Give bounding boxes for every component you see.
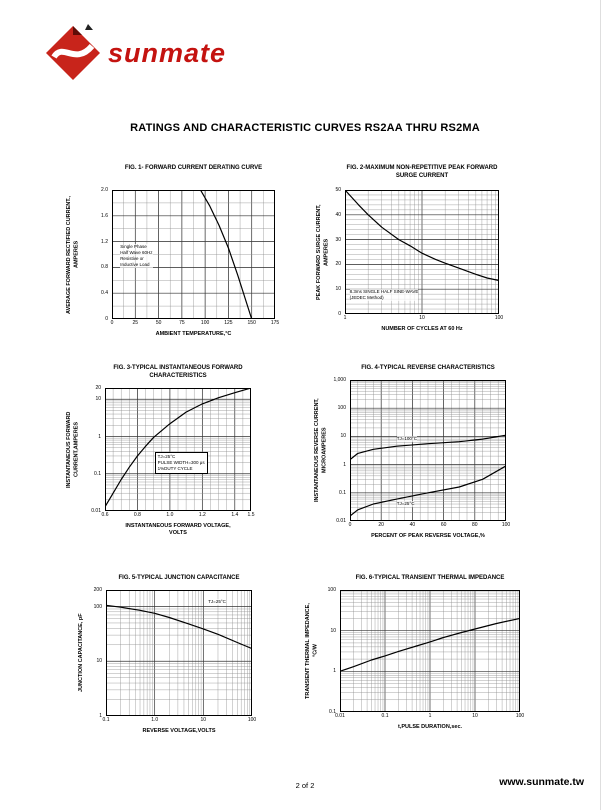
grid-lines — [350, 380, 506, 521]
y-axis-ticks — [326, 377, 348, 524]
y-tick-label: 50 — [335, 187, 341, 193]
figure-transient-thermal-impedance — [295, 572, 547, 772]
text-line: FIG. 1- FORWARD CURRENT DERATING CURVE — [124, 165, 263, 171]
y-tick-label: 100 — [327, 587, 336, 593]
x-tick-label: 0.6 — [101, 512, 109, 518]
text-line: CHARACTERISTICS — [149, 373, 207, 380]
x-tick-label: 80 — [472, 522, 478, 528]
y-tick-label: 10 — [96, 658, 102, 665]
y-tick-label: 0 — [338, 311, 341, 317]
figure-title — [334, 364, 522, 372]
y-tick-label: 30 — [335, 236, 341, 243]
chart-canvas — [350, 380, 506, 521]
x-axis-ticks — [110, 320, 280, 328]
x-tick-label: 10 — [200, 717, 207, 723]
text-line: FIG. 2-MAXIMUM NON-REPETITIVE PEAK FORWARD — [346, 165, 498, 171]
y-tick-label: 0.01 — [336, 518, 346, 524]
text-line: FIG. 3-TYPICAL INSTANTANEOUS FORWARD — [113, 365, 243, 371]
figure-title — [329, 164, 515, 180]
y-tick-label: 0 — [105, 316, 108, 322]
x-axis-ticks — [343, 315, 504, 323]
text-line: FIG. 4-TYPICAL REVERSE CHARACTERISTICS — [361, 365, 495, 371]
y-tick-label: 0.4 — [101, 290, 108, 297]
plot-area — [106, 590, 252, 716]
text-line: SURGE CURRENT — [395, 173, 449, 180]
plot-annotation: TJ=25°C PULSE WIDTH=300 μs 1%DUTY CYCLE — [155, 452, 208, 474]
plot-annotation: TJ=25°C — [208, 598, 226, 604]
x-tick-label: 100 — [247, 717, 257, 723]
x-axis-label — [334, 533, 522, 540]
text-line: AMPERES — [73, 240, 80, 269]
figure-forward-current-derating — [58, 162, 298, 362]
x-tick-label: 0.1 — [381, 713, 389, 719]
x-tick-label: 100 — [515, 713, 525, 719]
y-tick-label: 1 — [343, 461, 346, 468]
x-tick-label: 60 — [440, 522, 447, 528]
y-tick-label: 1.2 — [101, 238, 108, 245]
y-tick-label: 2.0 — [101, 187, 108, 193]
grid-lines — [105, 388, 251, 511]
x-tick-label: 175 — [270, 320, 280, 326]
y-tick-label: 1 — [98, 433, 101, 440]
x-axis-ticks — [335, 713, 525, 721]
text-line: INSTANTANEOUS FORWARD VOLTAGE, — [125, 523, 231, 529]
text-line: REVERSE VOLTAGE,VOLTS — [142, 728, 216, 734]
chart-canvas — [105, 388, 251, 511]
x-tick-label: 1.2 — [198, 512, 206, 518]
plot-annotation: TJ=100°C — [396, 436, 417, 442]
plot-annotation: Single Phase Half Wave 60Hz Resistive or Inductive Load — [120, 244, 153, 268]
y-tick-label: 0.1 — [94, 470, 101, 477]
sunmate-logo — [44, 24, 226, 82]
x-tick-label: 100 — [501, 522, 511, 528]
y-axis-ticks — [81, 385, 103, 514]
y-tick-label: 1.6 — [101, 212, 108, 219]
y-tick-label: 10 — [335, 286, 341, 293]
plot-area — [350, 380, 506, 521]
x-tick-label: 150 — [247, 320, 256, 326]
plot-area — [112, 190, 275, 319]
y-axis-ticks — [88, 187, 110, 322]
y-tick-label: 0.1 — [329, 709, 336, 715]
x-tick-label: 75 — [179, 320, 185, 326]
y-tick-label: 40 — [335, 211, 341, 218]
text-line: CURRENT,AMPERES — [73, 422, 80, 478]
x-axis-ticks — [101, 512, 255, 520]
y-axis-label — [66, 388, 82, 511]
plot-area — [105, 388, 251, 511]
figure-junction-capacitance — [60, 572, 300, 772]
x-axis-label — [324, 724, 536, 731]
y-tick-label: 20 — [95, 385, 101, 391]
text-line: PERCENT OF PEAK REVERSE VOLTAGE,% — [371, 533, 485, 539]
y-tick-label: 1 — [99, 713, 102, 719]
y-axis-label — [66, 190, 82, 319]
page-edge-line — [600, 0, 601, 810]
x-tick-label: 1 — [428, 713, 432, 719]
page-title: RATINGS AND CHARACTERISTIC CURVES RS2AA THRU RS2MA — [130, 122, 480, 134]
grid-lines — [340, 590, 520, 712]
x-tick-label: 0.01 — [335, 713, 345, 719]
y-tick-label: 100 — [337, 405, 346, 412]
text-line: INSTANTANEOUS REVERSE CURRENT, — [314, 398, 320, 503]
figure-forward-characteristics — [58, 362, 298, 562]
x-axis-label — [96, 331, 291, 338]
y-tick-label: 10 — [95, 396, 101, 403]
y-axis-ticks — [82, 587, 104, 719]
x-tick-label: 1.4 — [231, 512, 239, 518]
y-tick-label: 20 — [335, 261, 341, 268]
text-line: AMPERES — [323, 238, 330, 266]
y-tick-label: 1,000 — [333, 377, 346, 383]
brand-name: sunmate — [108, 37, 227, 68]
y-tick-label: 0.01 — [91, 508, 101, 514]
figure-title — [324, 574, 536, 582]
text-line: AVERAGE FORWARD RECTIFIED CURRENT., — [66, 195, 72, 314]
plot-annotation: TJ=25°C — [396, 501, 415, 507]
text-line: JUNCTION CAPACITANCE, pF — [78, 613, 84, 693]
x-tick-label: 25 — [132, 320, 139, 326]
text-line: INSTANTANEOUS FORWARD — [66, 411, 72, 488]
figure-title — [90, 574, 268, 582]
x-axis-label — [89, 523, 267, 538]
figure-reverse-characteristics — [300, 362, 545, 562]
plot-area — [345, 190, 499, 314]
text-line: MICROAMPERES — [321, 427, 328, 474]
footer-page-number: 2 of 2 — [295, 781, 315, 790]
footer-website: www.sunmate.tw — [499, 776, 584, 788]
x-tick-label: 1.0 — [166, 512, 174, 518]
text-line: °C/W — [312, 644, 319, 658]
text-line: t,PULSE DURATION,sec. — [397, 724, 463, 730]
chart-canvas — [106, 590, 252, 716]
y-tick-label: 1 — [333, 668, 336, 675]
x-tick-label: 0.1 — [102, 717, 110, 723]
x-tick-label: 1.5 — [247, 512, 255, 518]
spark-accent — [85, 24, 93, 30]
diamond-accent — [73, 26, 82, 35]
text-line: TRANSIENT THERMAL IMPEDANCE, — [305, 603, 311, 699]
y-tick-label: 100 — [93, 603, 102, 610]
x-tick-label: 1.0 — [151, 717, 159, 723]
text-line: AMBIENT TEMPERATURE,°C — [155, 331, 232, 337]
x-tick-label: 10 — [419, 315, 425, 321]
x-tick-label: 50 — [155, 320, 162, 326]
figure-title — [89, 364, 267, 380]
text-line: VOLTS — [169, 530, 187, 537]
x-axis-ticks — [348, 522, 511, 530]
y-tick-label: 0.8 — [101, 264, 108, 271]
plot-annotation: 8.3ms SINGLE HALF SINE-WAVE (JEDEC Method) — [349, 289, 419, 301]
x-tick-label: 100 — [200, 320, 210, 326]
chart-canvas — [340, 590, 520, 712]
x-tick-label: 1 — [343, 315, 347, 321]
x-tick-label: 0.8 — [133, 512, 141, 518]
text-line: NUMBER OF CYCLES AT 60 Hz — [381, 326, 463, 332]
x-axis-ticks — [102, 717, 257, 725]
plot-area — [340, 590, 520, 712]
x-tick-label: 0 — [348, 522, 352, 528]
text-line: FIG. 5-TYPICAL JUNCTION CAPACITANCE — [118, 575, 240, 581]
text-line: PEAK FORWARD SURGE CURRENT, — [316, 204, 322, 300]
x-axis-label — [329, 326, 515, 333]
x-tick-label: 0 — [110, 320, 114, 326]
x-tick-label: 125 — [224, 320, 233, 326]
plot-border — [107, 591, 252, 716]
x-tick-label: 100 — [494, 315, 504, 321]
y-tick-label: 10 — [340, 433, 346, 440]
text-line: FIG. 6-TYPICAL TRANSIENT THERMAL IMPEDANCE — [355, 575, 505, 581]
y-tick-label: 200 — [93, 587, 102, 593]
y-axis-ticks — [316, 587, 338, 715]
x-tick-label: 40 — [409, 522, 416, 528]
figure-peak-surge-current — [300, 162, 545, 362]
figure-title — [96, 164, 291, 172]
x-tick-label: 20 — [378, 522, 384, 528]
y-tick-label: 0.1 — [339, 489, 346, 496]
y-axis-ticks — [321, 187, 343, 317]
x-tick-label: 10 — [472, 713, 478, 719]
x-axis-label — [90, 728, 268, 735]
y-tick-label: 10 — [330, 627, 336, 634]
sunmate-diamond-icon — [44, 24, 102, 82]
